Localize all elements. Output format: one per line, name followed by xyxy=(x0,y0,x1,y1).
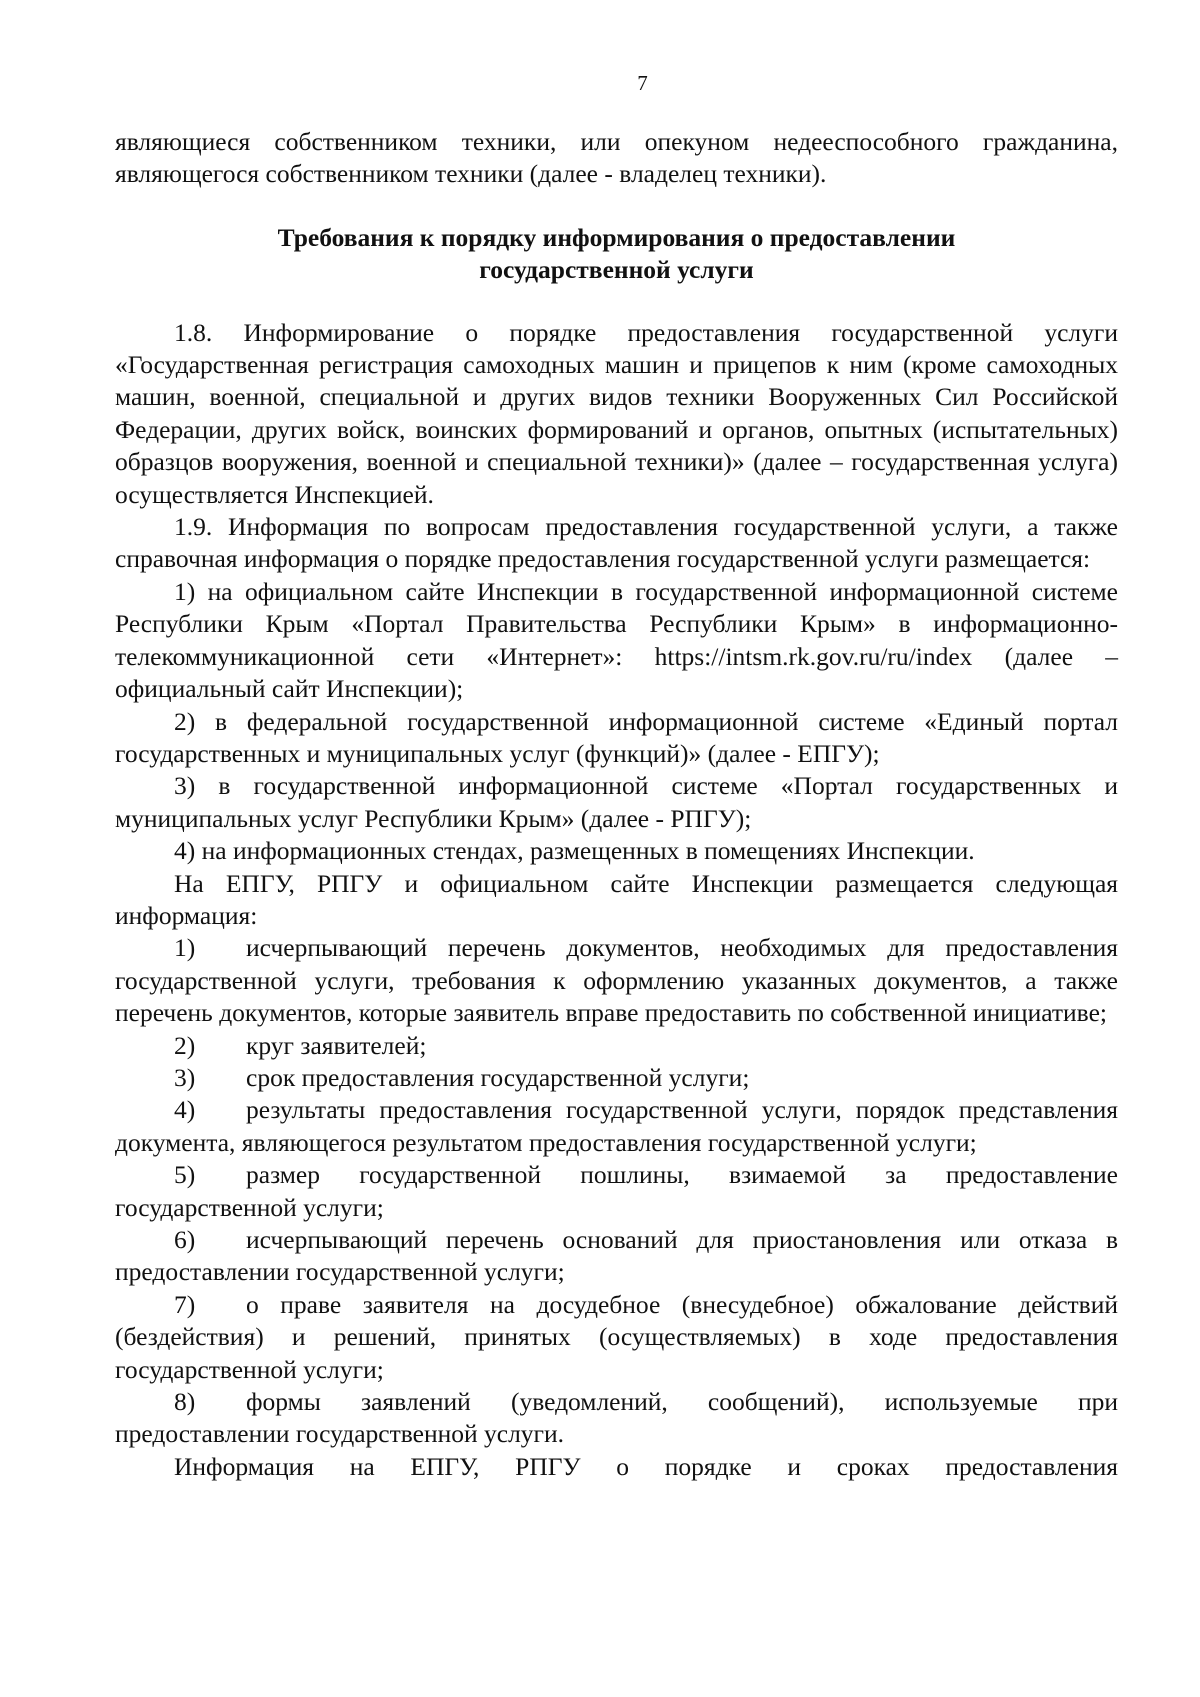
info-item-number: 6) xyxy=(174,1225,196,1254)
placement-item-4: 4) на информационных стендах, размещенных в помещениях Инспекции. xyxy=(174,836,975,866)
closing-paragraph: Информация на ЕПГУ, РПГУ о порядке и сроках предоставления xyxy=(174,1451,1118,1481)
section-heading xyxy=(115,222,1118,287)
info-item-5 xyxy=(115,1159,1118,1224)
info-item-number: 1) xyxy=(174,933,196,963)
posted-info-intro: На ЕПГУ, РПГУ и официальном сайте Инспекции размещается следующая информация: xyxy=(115,868,1118,930)
info-item-4 xyxy=(115,1094,1118,1159)
placement-item-2: 2) в федеральной государственной информационной системе «Единый портал государственных и муниципальных услуг (функций)» (далее - ЕПГУ); xyxy=(115,706,1118,768)
intro-paragraph: являющиеся собственником техники, или опекуном недееспособного гражданина, являющегося собственником техники (далее - владелец техники). xyxy=(115,127,1118,189)
paragraph-1-8: 1.8. Информирование о порядке предоставления государственной услуги «Государственная регистрация самоходных машин и прицепов к ним (кроме самоходных машин, военной, специальной и других видов техники Вооруженных Сил Российской Федерации, других войск, воинских формирований и органов, опытных (испытательных) образцов вооружения, военной и специальной техники)» (далее – государственная услуга) осуществляется Инспекцией. xyxy=(115,317,1118,509)
section-heading-line-2: государственной услуги xyxy=(479,255,754,285)
info-item-number: 4) xyxy=(174,1095,196,1125)
info-item-text: круг заявителей; xyxy=(246,1030,427,1060)
page-number: 7 xyxy=(637,71,648,95)
info-item-number: 3) xyxy=(174,1062,196,1092)
info-item-text: срок предоставления государственной услуги; xyxy=(246,1062,750,1092)
info-item-text: о праве заявителя на досудебное (внесудебное) обжалование действий (бездействия) и решений, принятых (осуществляемых) в ходе предоставления государственной услуги; xyxy=(115,1289,1118,1384)
info-item-8 xyxy=(115,1386,1118,1451)
info-item-number: 7) xyxy=(174,1289,196,1319)
info-item-3 xyxy=(115,1062,1118,1094)
info-item-number: 5) xyxy=(174,1160,196,1190)
info-item-1 xyxy=(115,932,1118,1029)
placement-item-1: 1) на официальном сайте Инспекции в государственной информационной системе Республики Крым «Портал Правительства Республики Крым» в информационно-телекоммуникационной сети «Интернет»: https://intsm.rk.gov.ru/ru/index (далее – официальный сайт Инспекции); xyxy=(115,576,1118,704)
info-item-text: результаты предоставления государственной услуги, порядок представления документа, являющегося результатом предоставления государственной услуги; xyxy=(115,1095,1118,1157)
info-item-6 xyxy=(115,1224,1118,1289)
info-item-number: 8) xyxy=(174,1387,196,1417)
info-item-text: размер государственной пошлины, взимаемой за предоставление государственной услуги; xyxy=(115,1160,1118,1222)
paragraph-1-9: 1.9. Информация по вопросам предоставления государственной услуги, а также справочная информация о порядке предоставления государственной услуги размещается: xyxy=(115,512,1118,574)
info-item-text: формы заявлений (уведомлений, сообщений), используемые при предоставлении государственной услуги. xyxy=(115,1387,1118,1449)
info-item-2 xyxy=(115,1030,1118,1062)
info-item-7 xyxy=(115,1289,1118,1386)
document-body xyxy=(115,126,1118,1483)
info-item-text: исчерпывающий перечень документов, необходимых для предоставления государственной услуги, требования к оформлению указанных документов, а также перечень документов, которые заявитель вправе предоставить по собственной инициативе; xyxy=(115,933,1118,1028)
placement-item-3: 3) в государственной информационной системе «Портал государственных и муниципальных услуг Республики Крым» (далее - РПГУ); xyxy=(115,771,1118,833)
section-heading-line-1: Требования к порядку информирования о предоставлении xyxy=(277,222,956,252)
info-item-text: исчерпывающий перечень оснований для приостановления или отказа в предоставлении государственной услуги; xyxy=(115,1225,1118,1287)
info-item-number: 2) xyxy=(174,1030,196,1060)
